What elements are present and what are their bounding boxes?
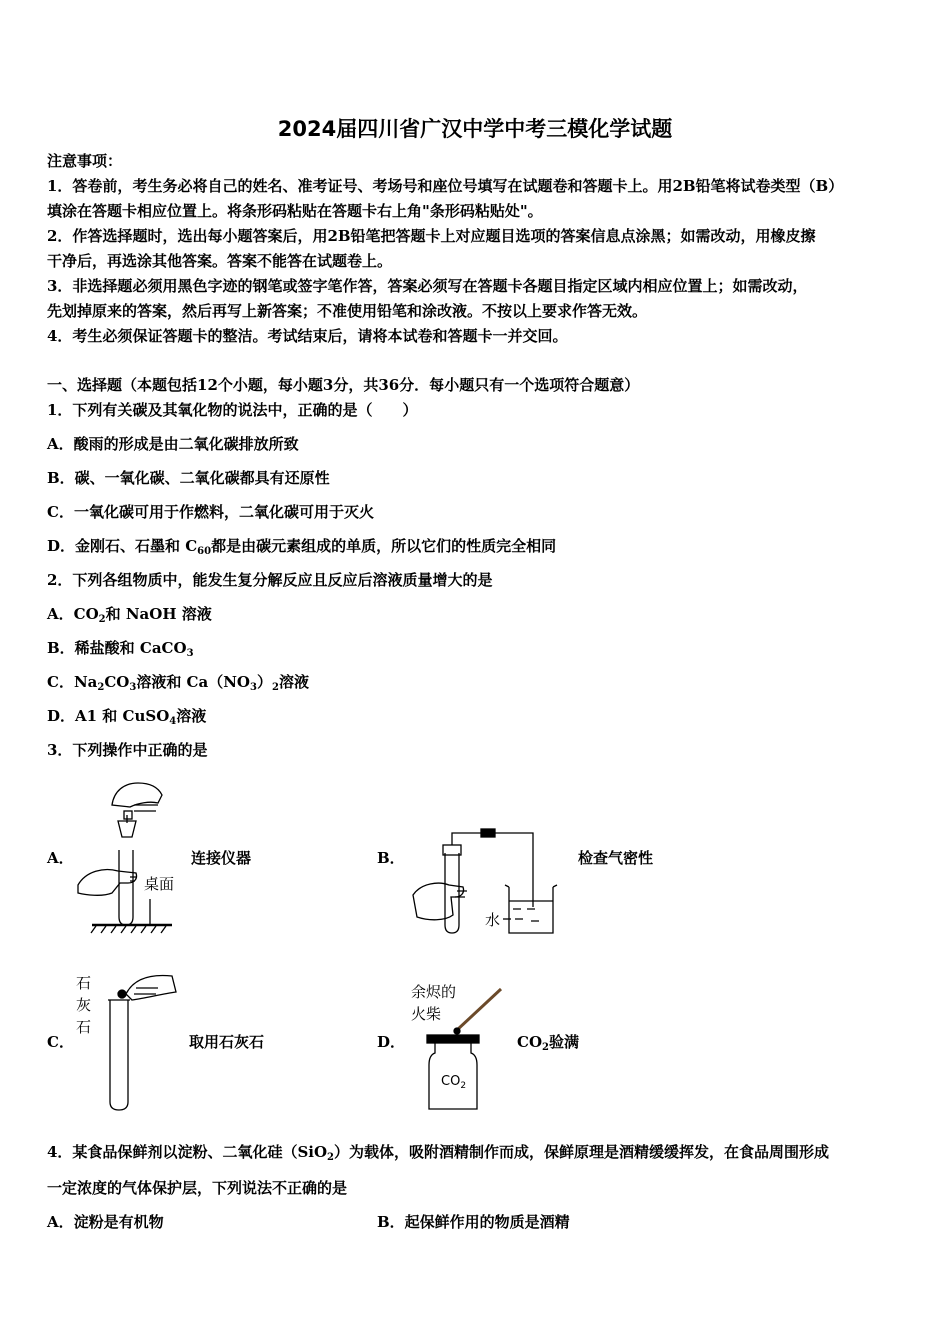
match-label: 火柴	[411, 1005, 442, 1023]
question-2-option-b: B．稀盐酸和 CaCO$_3$	[47, 639, 194, 659]
question-2-option-c: C．$Na_2CO_3$溶液和 $Ca(NO_3)_2$溶液	[47, 673, 309, 693]
notice-heading: 注意事项：	[47, 152, 123, 170]
question-3-option-d-label: D．	[377, 1033, 406, 1051]
question-3-option-a-label: A．	[47, 849, 74, 867]
question-2-option-a: A．$CO_2$和 NaOH 溶液	[47, 605, 212, 625]
water-label: 水	[485, 911, 501, 929]
co2-label: $CO_2$	[441, 1074, 467, 1091]
notice-line: 干净后，再选涂其他答案。答案不能答在试题卷上。	[47, 252, 393, 270]
air-tightness-figure	[405, 825, 565, 945]
co2-full-check-figure	[405, 975, 515, 1115]
question-3-option-a-text: 连接仪器	[191, 849, 252, 867]
question-4-stem-line2: 一定浓度的气体保护层，下列说法不正确的是	[47, 1179, 348, 1197]
take-limestone-figure	[72, 970, 182, 1115]
page-title: 2024届四川省广汉中学中考三模化学试题	[277, 117, 673, 141]
question-3-option-b-text: 检查气密性	[578, 849, 654, 867]
notice-line: 1．答卷前，考生务必将自己的姓名、准考证号、考场号和座位号填写在试题卷和答题卡上。用2B铅笔将试卷类型（B）	[47, 177, 844, 195]
question-3-option-b-label: B．	[377, 849, 405, 867]
notice-line: 4．考生必须保证答题卡的整洁。考试结束后，请将本试卷和答题卡一并交回。	[47, 327, 568, 345]
question-1-option-d: D．金刚石、石墨和 $C_{60}$都是由碳元素组成的单质，所以它们的性质完全相同	[47, 537, 557, 557]
notice-line: 3．非选择题必须用黑色字迹的钢笔或签字笔作答，答案必须写在答题卡各题目指定区域内相应位置上；如需改动，	[47, 277, 808, 295]
question-3-option-c-text: 取用石灰石	[189, 1033, 265, 1051]
ember-label: 余烬的	[411, 983, 457, 1001]
question-1-option-c: C．一氧化碳可用于作燃料，二氧化碳可用于灭火	[47, 503, 374, 521]
question-2-option-d: D．A1 和 CuSO$_4$溶液	[47, 707, 207, 727]
question-4-stem: 4．某食品保鲜剂以淀粉、二氧化硅（SiO$_2$）为载体，吸附酒精制作而成，保鲜原理是酒精缓缓挥发，在食品周围形成	[47, 1143, 830, 1163]
question-2-stem: 2．下列各组物质中，能发生复分解反应且反应后溶液质量增大的是	[47, 571, 493, 589]
question-3-stem: 3．下列操作中正确的是	[47, 741, 208, 759]
notice-line: 2．作答选择题时，选出每小题答案后，用2B铅笔把答题卡上对应题目选项的答案信息点涂黑；如需改动，用橡皮擦	[47, 227, 816, 245]
question-1-option-b: B．碳、一氧化碳、二氧化碳都具有还原性	[47, 469, 330, 487]
question-3-option-d-text: $CO_2$验满	[517, 1033, 579, 1053]
question-3-option-c-label: C．	[47, 1033, 74, 1051]
question-4-option-a: A．淀粉是有机物	[47, 1213, 164, 1231]
question-4-option-b: B．起保鲜作用的物质是酒精	[377, 1213, 570, 1231]
section-heading: 一、选择题（本题包括12个小题，每小题3分，共36分．每小题只有一个选项符合题意）	[47, 376, 640, 394]
limestone-char: 灰	[76, 996, 92, 1014]
question-1-stem: 1．下列有关碳及其氧化物的说法中，正确的是（ ）	[47, 401, 418, 419]
notice-line: 先划掉原来的答案，然后再写上新答案；不准使用铅笔和涂改液。不按以上要求作答无效。	[47, 302, 648, 320]
notice-line: 填涂在答题卡相应位置上。将条形码粘贴在答题卡右上角"条形码粘贴处"。	[47, 202, 543, 220]
connect-apparatus-figure	[72, 775, 187, 935]
limestone-char: 石	[76, 1018, 92, 1036]
question-1-option-a: A．酸雨的形成是由二氧化碳排放所致	[47, 435, 299, 453]
limestone-char: 石	[76, 974, 92, 992]
desk-label: 桌面	[144, 875, 175, 893]
